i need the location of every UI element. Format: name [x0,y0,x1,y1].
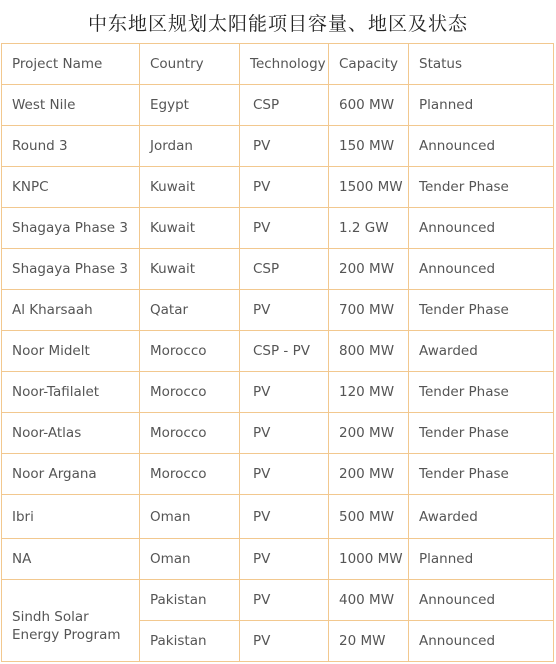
status-cell: Announced [409,249,554,290]
country-cell: Pakistan [140,580,240,621]
table-row [2,331,554,372]
status-cell: Awarded [409,331,554,372]
technology-cell: PV [240,126,329,167]
status-cell: Tender Phase [409,372,554,413]
project-name-cell: Al Kharsaah [2,290,140,331]
technology-cell: PV [240,290,329,331]
project-name-cell: Noor-Tafilalet [2,372,140,413]
country-cell: Morocco [140,372,240,413]
column-header: Project Name [2,44,140,85]
status-cell: Announced [409,208,554,249]
status-cell: Announced [409,126,554,167]
status-cell: Tender Phase [409,290,554,331]
country-cell: Kuwait [140,208,240,249]
column-header: Status [409,44,554,85]
table-row [2,454,554,495]
project-name-cell: Sindh Solar Energy Program [2,580,140,662]
status-cell: Tender Phase [409,454,554,495]
table-row [2,167,554,208]
project-name-cell: Shagaya Phase 3 [2,249,140,290]
page-title: 中东地区规划太阳能项目容量、地区及状态 [87,12,468,35]
table-row [2,372,554,413]
table-header-row [2,44,554,85]
project-name-cell: Noor-Atlas [2,413,140,454]
technology-cell: CSP [240,85,329,126]
technology-cell: CSP [240,249,329,290]
capacity-cell: 500 MW [329,495,409,539]
table-row [2,413,554,454]
status-cell: Announced [409,580,554,621]
status-cell: Planned [409,539,554,580]
project-name-cell: KNPC [2,167,140,208]
capacity-cell: 20 MW [329,621,409,662]
project-name-cell: Round 3 [2,126,140,167]
country-cell: Morocco [140,454,240,495]
capacity-cell: 1.2 GW [329,208,409,249]
project-name-cell: West Nile [2,85,140,126]
country-cell: Oman [140,539,240,580]
country-cell: Jordan [140,126,240,167]
technology-cell: PV [240,413,329,454]
technology-cell: PV [240,495,329,539]
country-cell: Qatar [140,290,240,331]
table-row [2,290,554,331]
capacity-cell: 200 MW [329,249,409,290]
table-row [2,249,554,290]
status-cell: Planned [409,85,554,126]
country-cell: Egypt [140,85,240,126]
country-cell: Morocco [140,331,240,372]
capacity-cell: 150 MW [329,126,409,167]
solar-projects-table [1,43,554,662]
capacity-cell: 200 MW [329,413,409,454]
column-header: Technology [240,44,329,85]
technology-cell: PV [240,580,329,621]
technology-cell: CSP - PV [240,331,329,372]
table-row [2,126,554,167]
technology-cell: PV [240,454,329,495]
table-row [2,208,554,249]
status-cell: Awarded [409,495,554,539]
table-row [2,85,554,126]
capacity-cell: 120 MW [329,372,409,413]
capacity-cell: 1500 MW [329,167,409,208]
capacity-cell: 600 MW [329,85,409,126]
capacity-cell: 400 MW [329,580,409,621]
country-cell: Oman [140,495,240,539]
country-cell: Kuwait [140,167,240,208]
table-row [2,580,554,621]
country-cell: Kuwait [140,249,240,290]
status-cell: Tender Phase [409,413,554,454]
technology-cell: PV [240,372,329,413]
column-header: Country [140,44,240,85]
project-name-cell: NA [2,539,140,580]
capacity-cell: 700 MW [329,290,409,331]
project-name-cell: Ibri [2,495,140,539]
technology-cell: PV [240,621,329,662]
project-name-cell: Shagaya Phase 3 [2,208,140,249]
technology-cell: PV [240,167,329,208]
table-row [2,495,554,539]
capacity-cell: 800 MW [329,331,409,372]
technology-cell: PV [240,539,329,580]
capacity-cell: 1000 MW [329,539,409,580]
column-header: Capacity [329,44,409,85]
status-cell: Announced [409,621,554,662]
technology-cell: PV [240,208,329,249]
capacity-cell: 200 MW [329,454,409,495]
country-cell: Morocco [140,413,240,454]
country-cell: Pakistan [140,621,240,662]
status-cell: Tender Phase [409,167,554,208]
table-row [2,539,554,580]
project-name-cell: Noor Midelt [2,331,140,372]
project-name-cell: Noor Argana [2,454,140,495]
